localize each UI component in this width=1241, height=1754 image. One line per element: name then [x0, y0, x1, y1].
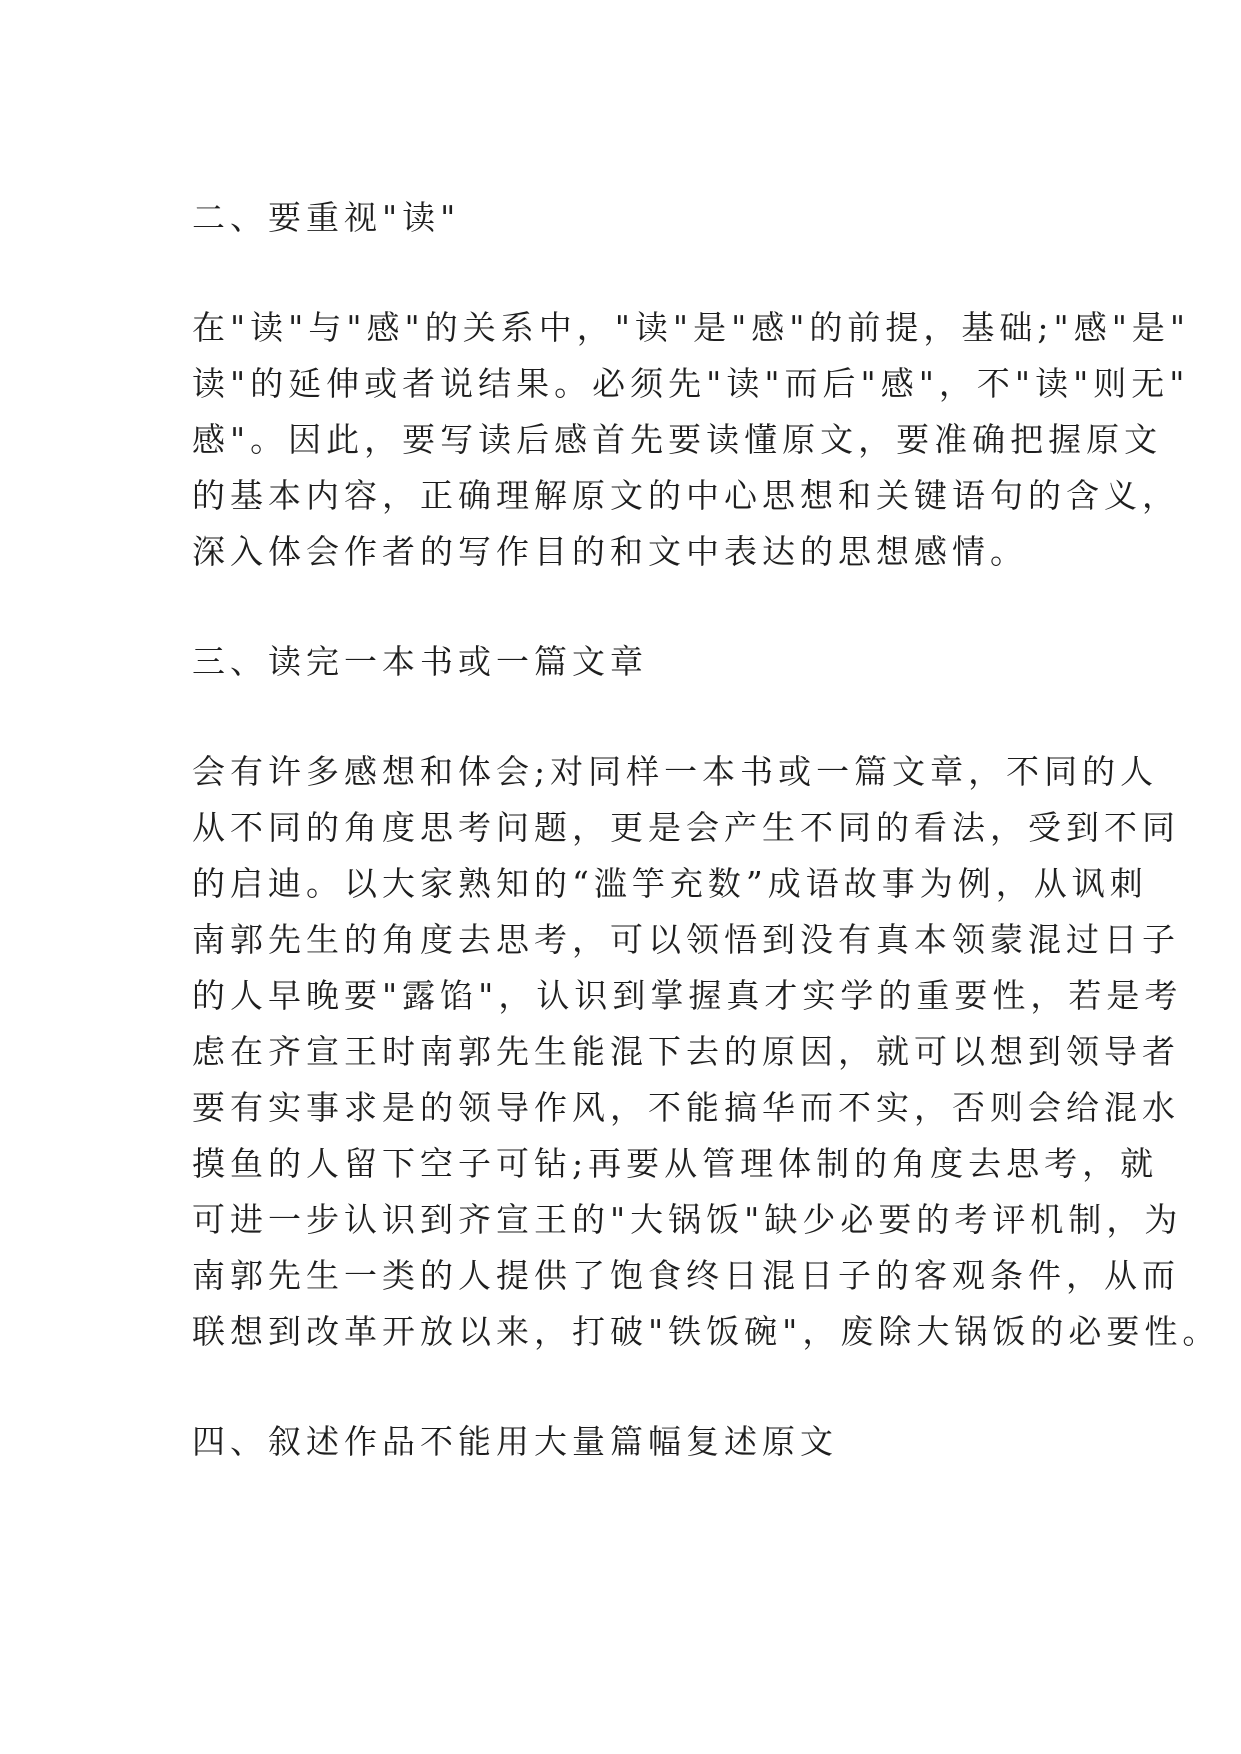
paragraph-line: 的人早晚要"露馅"，认识到掌握真才实学的重要性，若是考 [192, 976, 1183, 1015]
paragraph-line: 南郭先生一类的人提供了饱食终日混日子的客观条件，从而 [192, 1256, 1180, 1295]
paragraph-line: 从不同的角度思考问题，更是会产生不同的看法，受到不同 [192, 808, 1180, 847]
paragraph-line: 虑在齐宣王时南郭先生能混下去的原因，就可以想到领导者 [192, 1032, 1180, 1071]
paragraph-line: 感"。因此，要写读后感首先要读懂原文，要准确把握原文 [192, 420, 1163, 459]
paragraph-line: 的基本内容，正确理解原文的中心思想和关键语句的含义， [192, 476, 1180, 515]
paragraph-line: 在"读"与"感"的关系中，"读"是"感"的前提，基础;"感"是" [192, 308, 1191, 347]
paragraph-line: 要有实事求是的领导作风，不能搞华而不实，否则会给混水 [192, 1088, 1180, 1127]
paragraph-line: 的启迪。以大家熟知的“滥竽充数”成语故事为例，从讽刺 [192, 864, 1148, 903]
paragraph-line: 联想到改革开放以来，打破"铁饭碗"，废除大锅饭的必要性。 [192, 1312, 1221, 1351]
paragraph-line: 摸鱼的人留下空子可钻;再要从管理体制的角度去思考，就 [192, 1144, 1159, 1183]
paragraph-line: 可进一步认识到齐宣王的"大锅饭"缺少必要的考评机制，为 [192, 1200, 1183, 1239]
paragraph-line: 南郭先生的角度去思考，可以领悟到没有真本领蒙混过日子 [192, 920, 1180, 959]
section-heading: 三、读完一本书或一篇文章 [192, 642, 648, 681]
paragraph-line: 读"的延伸或者说结果。必须先"读"而后"感"，不"读"则无" [192, 364, 1190, 403]
section-heading: 四、叙述作品不能用大量篇幅复述原文 [192, 1422, 838, 1461]
section-heading: 二、要重视"读" [192, 198, 461, 237]
paragraph-line: 深入体会作者的写作目的和文中表达的思想感情。 [192, 532, 1028, 571]
paragraph-line: 会有许多感想和体会;对同样一本书或一篇文章，不同的人 [192, 752, 1159, 791]
